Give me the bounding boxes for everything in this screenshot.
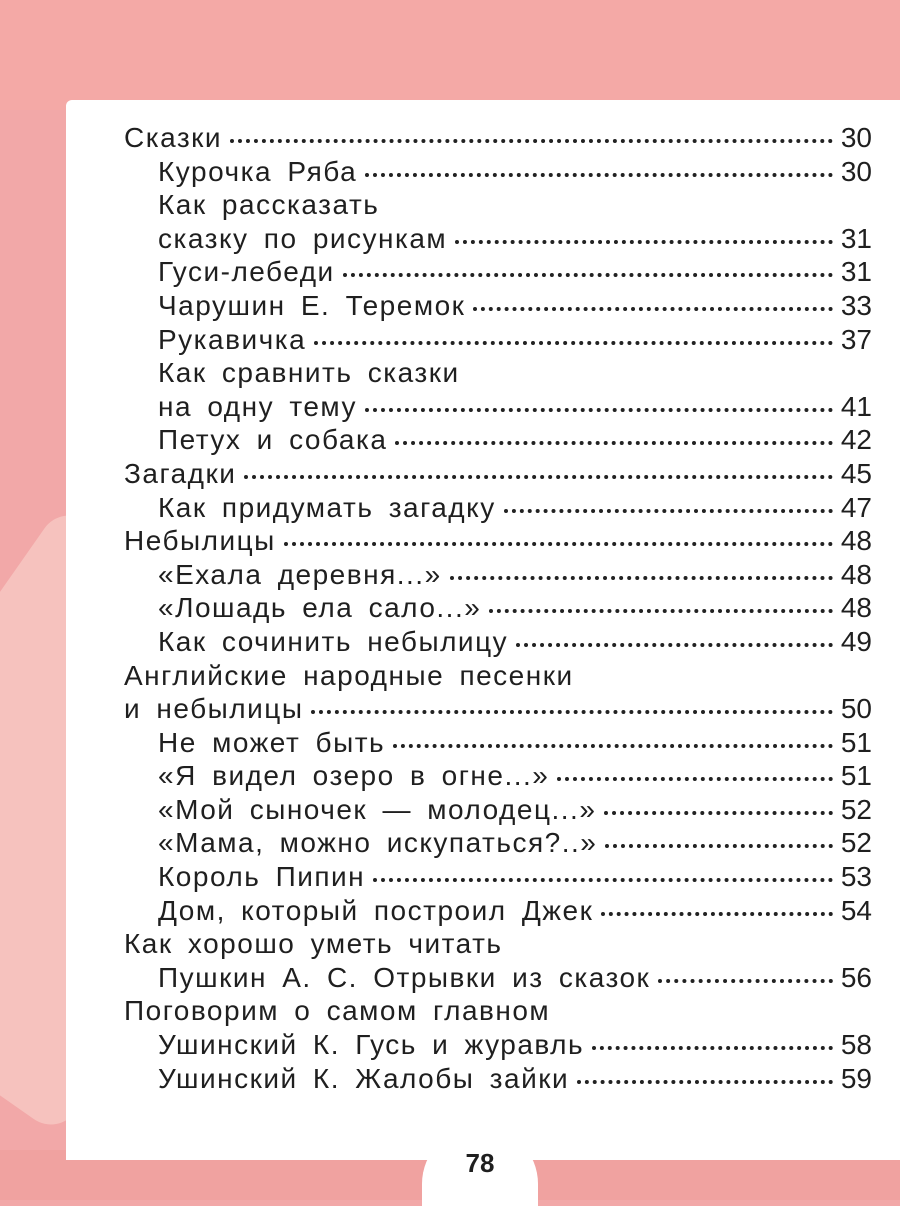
toc-entry-page: 47	[840, 491, 872, 523]
dot-leader	[393, 744, 833, 748]
toc-entry-page: 50	[840, 693, 872, 725]
toc-entry-title: Небылицы	[124, 525, 276, 557]
toc-entry	[124, 156, 872, 190]
toc-entry-page: 51	[840, 760, 872, 792]
dot-leader	[365, 173, 833, 177]
toc-entry	[124, 357, 872, 391]
toc-entry-page: 30	[840, 122, 872, 153]
dot-leader	[592, 1046, 833, 1050]
toc-entry	[124, 1063, 872, 1097]
toc-entry-title: Дом, который построил Джек	[158, 894, 594, 926]
toc-entry-title: Ушинский К. Жалобы зайки	[158, 1062, 570, 1094]
toc-entry-title: Как хорошо уметь читать	[124, 928, 503, 960]
toc-entry-page: 53	[840, 861, 872, 893]
dot-leader	[577, 1080, 833, 1084]
dot-leader	[365, 408, 833, 412]
toc-entry	[124, 895, 872, 929]
toc-entry-title: Английские народные песенки	[124, 659, 574, 691]
dot-leader	[557, 777, 832, 781]
toc-entry	[124, 626, 872, 660]
toc-entry	[124, 760, 872, 794]
dot-leader	[314, 341, 833, 345]
toc-entry-title: Ушинский К. Гусь и журавль	[158, 1029, 585, 1061]
dot-leader	[230, 139, 833, 143]
toc-entry-title: Как сочинить небылицу	[158, 625, 509, 657]
toc-entry-page: 31	[840, 222, 872, 254]
toc-entry	[124, 962, 872, 996]
toc-entry	[124, 189, 872, 223]
dot-leader	[343, 273, 833, 277]
toc-entry-title: Как рассказать	[158, 189, 380, 221]
toc-entry-page: 48	[840, 525, 872, 557]
toc-entry-title: Поговорим о самом главном	[124, 995, 551, 1027]
toc-entry-page: 37	[840, 323, 872, 355]
toc-entry	[124, 492, 872, 526]
toc-entry-page: 52	[840, 793, 872, 825]
dot-leader	[516, 643, 833, 647]
toc-entry-page: 51	[840, 726, 872, 758]
toc-entry	[124, 458, 872, 492]
toc-entry-title: «Я видел озеро в огне...»	[158, 760, 550, 792]
toc-entry-page: 58	[840, 1029, 872, 1061]
toc-entry-page: 45	[840, 457, 872, 489]
book-page	[66, 100, 900, 1160]
toc-entry-title: Как сравнить сказки	[158, 357, 460, 389]
toc-entry-title: Курочка Ряба	[158, 155, 358, 187]
toc-entry	[124, 995, 872, 1029]
toc-entry-title: Загадки	[124, 457, 237, 489]
dot-leader	[489, 609, 833, 613]
toc-entry-page: 54	[840, 894, 872, 926]
dot-leader	[373, 878, 833, 882]
toc-entry	[124, 794, 872, 828]
dot-leader	[601, 912, 832, 916]
toc-entry	[124, 391, 872, 425]
toc-entry-page: 30	[840, 155, 872, 187]
toc-entry	[124, 827, 872, 861]
toc-entry-page: 59	[840, 1062, 872, 1094]
toc-entry	[124, 525, 872, 559]
toc-entry-title: Король Пипин	[158, 861, 366, 893]
toc-entry	[124, 1029, 872, 1063]
toc-entry-title: Петух и собака	[158, 424, 388, 456]
toc-entry-title: Гуси-лебеди	[158, 256, 335, 288]
toc-entry	[124, 727, 872, 761]
toc-entry	[124, 928, 872, 962]
toc-entry-title: «Мама, можно искупаться?..»	[158, 827, 598, 859]
toc-entry-title: «Мой сыночек — молодец...»	[158, 793, 597, 825]
toc-entry	[124, 256, 872, 290]
toc-entry-page: 42	[840, 424, 872, 456]
dot-leader	[311, 710, 832, 714]
toc-entry-title: Сказки	[124, 122, 223, 153]
toc-entry-page: 31	[840, 256, 872, 288]
toc-entry	[124, 559, 872, 593]
toc-entry-page: 49	[840, 625, 872, 657]
dot-leader	[473, 307, 832, 311]
toc-entry	[124, 223, 872, 257]
toc-entry-title: Не может быть	[158, 726, 386, 758]
dot-leader	[604, 811, 832, 815]
toc-entry	[124, 424, 872, 458]
toc-entry-page: 56	[840, 961, 872, 993]
dot-leader	[284, 542, 833, 546]
toc-entry-title: «Лошадь ела сало...»	[158, 592, 482, 624]
toc-entry-page: 52	[840, 827, 872, 859]
background-top	[0, 0, 900, 110]
toc-entry	[124, 660, 872, 694]
dot-leader	[395, 441, 832, 445]
dot-leader	[504, 509, 833, 513]
dot-leader	[450, 576, 833, 580]
toc-entry	[124, 122, 872, 156]
dot-leader	[244, 475, 832, 479]
toc-entry	[124, 693, 872, 727]
toc-entry-page: 41	[840, 390, 872, 422]
toc-entry	[124, 324, 872, 358]
table-of-contents	[124, 122, 872, 1096]
toc-entry-title: Рукавичка	[158, 323, 307, 355]
toc-entry	[124, 290, 872, 324]
toc-entry-page: 48	[840, 558, 872, 590]
toc-entry-title: и небылицы	[124, 693, 304, 725]
page-number: 78	[465, 1148, 495, 1178]
toc-entry-title: «Ехала деревня...»	[158, 558, 442, 590]
toc-entry	[124, 861, 872, 895]
toc-entry-title: Пушкин А. С. Отрывки из сказок	[158, 961, 651, 993]
toc-entry-title: на одну тему	[158, 390, 357, 422]
toc-entry-page: 48	[840, 592, 872, 624]
toc-entry-title: Чарушин Е. Теремок	[158, 289, 466, 321]
toc-entry	[124, 592, 872, 626]
dot-leader	[455, 240, 833, 244]
toc-entry-title: сказку по рисункам	[158, 222, 448, 254]
toc-entry-page: 33	[840, 289, 872, 321]
dot-leader	[658, 979, 833, 983]
toc-entry-title: Как придумать загадку	[158, 491, 496, 523]
dot-leader	[605, 844, 833, 848]
